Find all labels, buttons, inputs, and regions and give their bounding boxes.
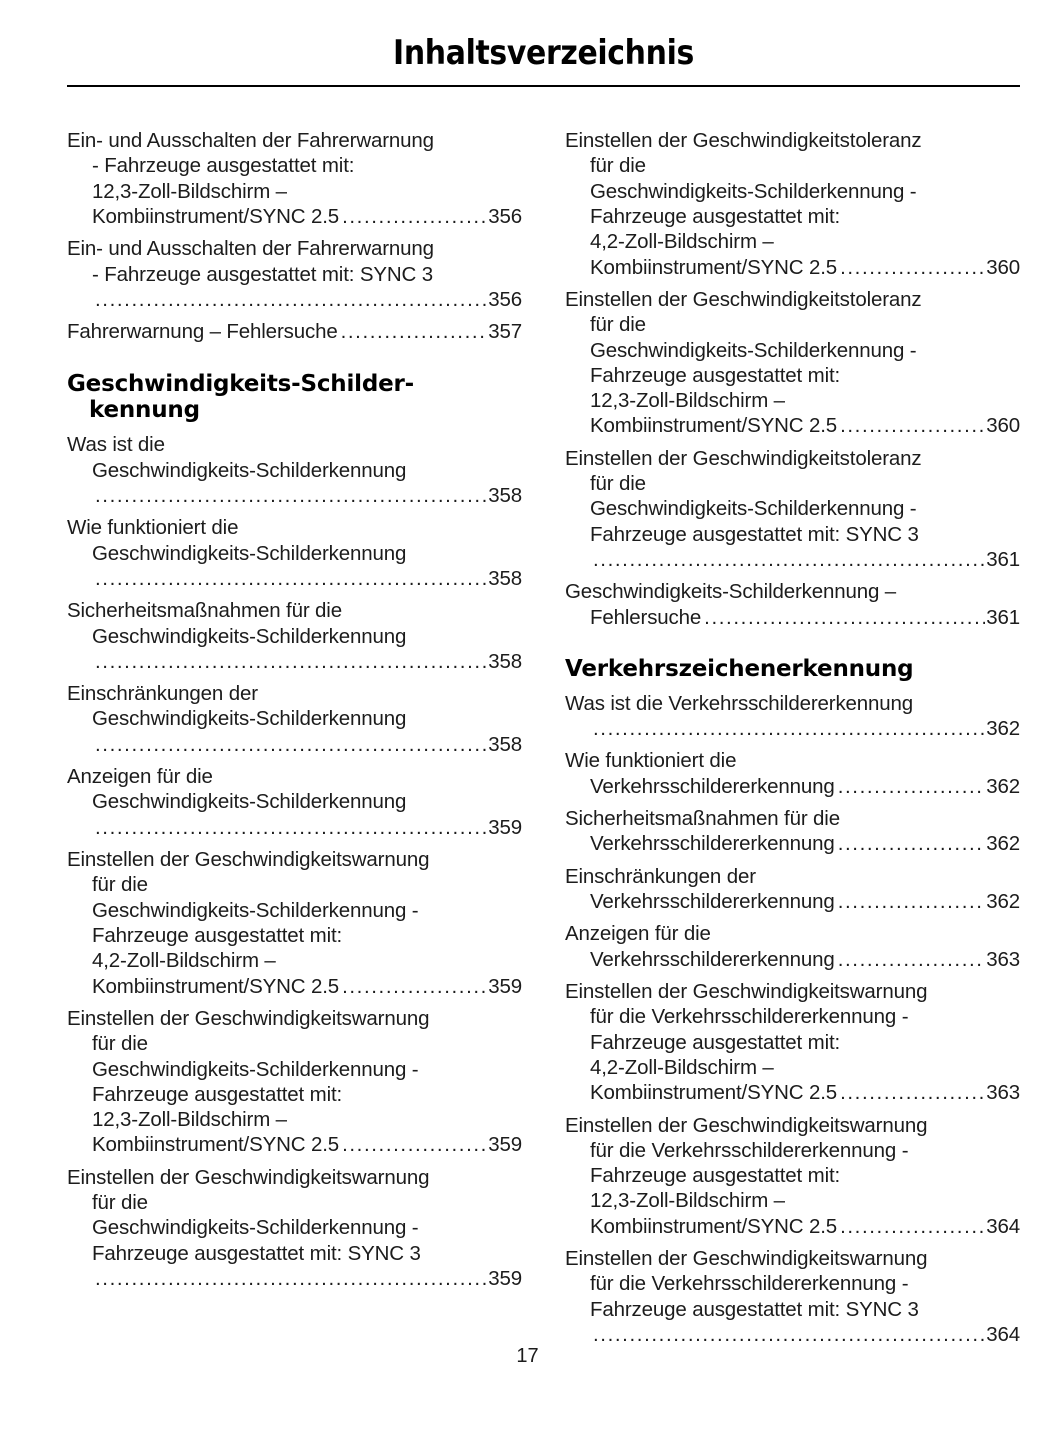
- toc-entry-line: Fahrzeuge ausgestattet mit:: [92, 923, 343, 947]
- toc-entry-label: Kombiinstrument/SYNC 2.5: [590, 1081, 838, 1105]
- toc-leader-line: [565, 605, 1020, 630]
- toc-columns: [67, 128, 1020, 1347]
- toc-entry-line: Fahrzeuge ausgestattet mit:: [590, 1030, 841, 1054]
- toc-page-number: 363: [986, 1081, 1020, 1105]
- toc-dot-leader: [593, 547, 985, 572]
- toc-dot-leader: [95, 287, 487, 312]
- toc-entry-line: Was ist die: [67, 433, 165, 457]
- toc-entry-line: Geschwindigkeits-Schilderkennung: [92, 707, 407, 731]
- toc-entry-line: für die: [92, 1032, 148, 1056]
- toc-dot-leader: [840, 255, 985, 280]
- toc-entry-label: Fehlersuche: [590, 605, 702, 629]
- toc-entry[interactable]: [565, 921, 1020, 972]
- toc-entry-line: für die Verkehrsschildererkennung -: [590, 1272, 909, 1296]
- toc-leader-line: [67, 483, 522, 508]
- toc-leader-line: [67, 1266, 522, 1291]
- toc-page-number: 358: [488, 483, 522, 507]
- toc-entry[interactable]: [67, 1006, 522, 1158]
- toc-dot-leader: [95, 649, 487, 674]
- toc-page-number: 360: [986, 414, 1020, 438]
- toc-dot-leader: [95, 1266, 487, 1291]
- toc-column-right: [565, 128, 1020, 1354]
- toc-page-number: 363: [986, 947, 1020, 971]
- toc-entry[interactable]: [565, 446, 1020, 573]
- toc-leader-line: [67, 319, 522, 344]
- toc-entry-line: Einstellen der Geschwindigkeitswarnung: [565, 1113, 928, 1137]
- section-heading-line: Geschwindigkeits-Schilder-: [67, 370, 414, 397]
- toc-entry-line: Fahrzeuge ausgestattet mit: SYNC 3: [590, 522, 919, 546]
- toc-entry-line: 12,3-Zoll-Bildschirm –: [92, 179, 287, 203]
- toc-leader-line: [67, 649, 522, 674]
- toc-page-number: 362: [986, 717, 1020, 741]
- section-heading-line: kennung: [89, 397, 200, 424]
- page-footer: [0, 1345, 1055, 1368]
- toc-entry-line: Einstellen der Geschwindigkeitswarnung: [67, 848, 430, 871]
- toc-entry[interactable]: [67, 598, 522, 674]
- toc-page-number: 362: [986, 832, 1020, 856]
- toc-entry[interactable]: [67, 847, 522, 999]
- toc-page-number: 359: [488, 815, 522, 839]
- toc-page-number: 360: [986, 255, 1020, 279]
- toc-dot-leader: [95, 815, 487, 840]
- toc-entry-line: Geschwindigkeits-Schilderkennung: [92, 541, 407, 565]
- toc-entry-line: 4,2-Zoll-Bildschirm –: [92, 949, 276, 973]
- toc-page-number: 361: [986, 548, 1020, 571]
- toc-page-number: 364: [986, 1214, 1020, 1238]
- toc-entry-line: Einstellen der Geschwindigkeitstoleranz: [565, 129, 922, 152]
- toc-leader-line: [565, 255, 1020, 280]
- toc-entry-line: Einstellen der Geschwindigkeitswarnung: [67, 1165, 430, 1189]
- toc-entry-line: Einstellen der Geschwindigkeitswarnung: [565, 979, 928, 1003]
- toc-entry[interactable]: [67, 681, 522, 757]
- toc-dot-leader: [341, 319, 488, 344]
- toc-entry-line: - Fahrzeuge ausgestattet mit: SYNC 3: [92, 262, 433, 286]
- toc-entry-line: Sicherheitsmaßnahmen für die: [565, 807, 840, 831]
- section-heading: [67, 371, 522, 425]
- toc-entry[interactable]: [565, 1246, 1020, 1347]
- toc-entry-line: Geschwindigkeits-Schilderkennung -: [590, 338, 917, 362]
- toc-entry-line: Einstellen der Geschwindigkeitswarnung: [67, 1006, 430, 1030]
- toc-entry-line: Geschwindigkeits-Schilderkennung -: [92, 1216, 419, 1240]
- toc-dot-leader: [95, 566, 487, 591]
- toc-leader-line: [565, 831, 1020, 856]
- toc-page-number: 358: [488, 732, 522, 756]
- toc-page-number: 358: [488, 649, 522, 673]
- toc-leader-line: [565, 547, 1020, 572]
- toc-entry-line: 12,3-Zoll-Bildschirm –: [590, 389, 785, 413]
- toc-dot-leader: [95, 732, 487, 757]
- toc-entry-line: Ein- und Ausschalten der Fahrerwarnung: [67, 129, 434, 152]
- toc-leader-line: [565, 889, 1020, 914]
- toc-entry[interactable]: [67, 432, 522, 508]
- toc-entry-line: Geschwindigkeits-Schilderkennung -: [92, 1057, 419, 1081]
- toc-dot-leader: [838, 947, 986, 972]
- toc-entry-line: 4,2-Zoll-Bildschirm –: [590, 1055, 774, 1079]
- toc-entry-label: Kombiinstrument/SYNC 2.5: [590, 414, 838, 438]
- toc-entry-label: Verkehrsschildererkennung: [590, 947, 835, 971]
- toc-leader-line: [67, 815, 522, 840]
- toc-page-number: 359: [488, 1267, 522, 1290]
- toc-page-number: 362: [986, 890, 1020, 914]
- toc-page-number: 359: [488, 1133, 522, 1157]
- toc-entry-line: Einschränkungen der: [67, 682, 258, 706]
- toc-dot-leader: [342, 1132, 487, 1157]
- toc-entry-line: Wie funktioniert die: [67, 516, 239, 540]
- toc-entry[interactable]: [67, 764, 522, 840]
- toc-entry-label: Verkehrsschildererkennung: [590, 890, 835, 914]
- toc-dot-leader: [342, 204, 487, 229]
- toc-entry-line: Fahrzeuge ausgestattet mit:: [590, 363, 841, 387]
- toc-entry-line: Fahrzeuge ausgestattet mit:: [92, 1082, 343, 1106]
- toc-entry-line: für die Verkehrsschildererkennung -: [590, 1138, 909, 1162]
- toc-page-number: 357: [488, 320, 522, 344]
- toc-entry-label: Kombiinstrument/SYNC 2.5: [92, 204, 340, 228]
- toc-entry-label: Kombiinstrument/SYNC 2.5: [590, 1214, 838, 1238]
- toc-dot-leader: [838, 774, 986, 799]
- toc-entry-line: für die: [590, 472, 646, 496]
- toc-leader-line: [67, 732, 522, 757]
- toc-dot-leader: [840, 1080, 985, 1105]
- header-divider: [67, 85, 1020, 87]
- toc-entry-label: Verkehrsschildererkennung: [590, 832, 835, 856]
- toc-page-number: 356: [488, 287, 522, 311]
- toc-page-number: 358: [488, 566, 522, 590]
- toc-dot-leader: [838, 889, 986, 914]
- toc-dot-leader: [704, 605, 985, 630]
- toc-leader-line: [565, 1080, 1020, 1105]
- toc-entry[interactable]: [565, 806, 1020, 857]
- toc-entry-line: Geschwindigkeits-Schilderkennung -: [92, 898, 419, 922]
- toc-page-number: 364: [986, 1323, 1020, 1347]
- toc-leader-line: [565, 716, 1020, 741]
- toc-entry-line: Was ist die Verkehrsschildererkennung: [565, 691, 914, 715]
- toc-page-number: 356: [488, 204, 522, 228]
- toc-dot-leader: [593, 716, 985, 741]
- toc-entry[interactable]: [67, 128, 522, 229]
- toc-entry-line: Fahrzeuge ausgestattet mit: SYNC 3: [590, 1297, 919, 1321]
- toc-entry-line: Sicherheitsmaßnahmen für die: [67, 599, 342, 623]
- toc-entry-label: Kombiinstrument/SYNC 2.5: [590, 255, 838, 279]
- toc-entry-line: Geschwindigkeits-Schilderkennung: [92, 790, 407, 814]
- toc-page-number: 361: [986, 605, 1020, 629]
- toc-entry-line: für die: [590, 313, 646, 337]
- toc-entry-label: Kombiinstrument/SYNC 2.5: [92, 974, 340, 998]
- toc-entry-label: Fahrerwarnung – Fehlersuche: [67, 320, 338, 344]
- toc-entry[interactable]: [565, 691, 1020, 742]
- toc-entry[interactable]: [565, 979, 1020, 1106]
- toc-entry-line: Einstellen der Geschwindigkeitswarnung: [565, 1247, 928, 1271]
- toc-entry[interactable]: [565, 128, 1020, 280]
- toc-entry-line: 12,3-Zoll-Bildschirm –: [92, 1108, 287, 1132]
- toc-entry-line: Einschränkungen der: [565, 864, 756, 888]
- toc-dot-leader: [95, 483, 487, 508]
- toc-entry-line: Fahrzeuge ausgestattet mit:: [590, 1164, 841, 1188]
- toc-entry-line: Geschwindigkeits-Schilderkennung: [92, 458, 407, 482]
- toc-entry-line: Anzeigen für die: [565, 922, 711, 946]
- toc-entry[interactable]: [565, 748, 1020, 799]
- toc-entry[interactable]: [67, 236, 522, 312]
- page-title: Inhaltsverzeichnis: [393, 33, 694, 73]
- toc-entry-line: Geschwindigkeits-Schilderkennung -: [590, 497, 917, 521]
- toc-leader-line: [67, 204, 522, 229]
- toc-entry-line: Geschwindigkeits-Schilderkennung –: [565, 580, 897, 604]
- toc-entry-line: Geschwindigkeits-Schilderkennung: [92, 624, 407, 648]
- toc-entry[interactable]: [67, 1165, 522, 1292]
- toc-entry-label: Kombiinstrument/SYNC 2.5: [92, 1133, 340, 1157]
- toc-entry-line: Anzeigen für die: [67, 765, 213, 789]
- toc-entry-line: Wie funktioniert die: [565, 749, 737, 773]
- toc-leader-line: [67, 1132, 522, 1157]
- toc-page-number: 359: [488, 974, 522, 998]
- toc-entry-line: Einstellen der Geschwindigkeitstoleranz: [565, 287, 922, 311]
- toc-entry-label: Verkehrsschildererkennung: [590, 774, 835, 798]
- toc-leader-line: [565, 1214, 1020, 1239]
- toc-dot-leader: [593, 1322, 985, 1347]
- toc-page-number: 362: [986, 774, 1020, 798]
- toc-entry[interactable]: [565, 287, 1020, 439]
- toc-entry[interactable]: [565, 1113, 1020, 1240]
- page-header: [67, 33, 1020, 73]
- toc-entry-line: - Fahrzeuge ausgestattet mit:: [92, 154, 355, 178]
- toc-entry-line: für die: [92, 1191, 148, 1215]
- toc-dot-leader: [342, 974, 487, 999]
- toc-entry-line: Einstellen der Geschwindigkeitstoleranz: [565, 446, 922, 470]
- toc-leader-line: [565, 413, 1020, 438]
- toc-entry-line: 4,2-Zoll-Bildschirm –: [590, 230, 774, 254]
- toc-entry[interactable]: [565, 864, 1020, 915]
- toc-entry-line: für die Verkehrsschildererkennung -: [590, 1005, 909, 1029]
- toc-dot-leader: [838, 831, 986, 856]
- toc-entry[interactable]: [67, 319, 522, 344]
- toc-leader-line: [565, 1322, 1020, 1347]
- toc-dot-leader: [840, 1214, 985, 1239]
- page-number: 17: [516, 1345, 539, 1367]
- toc-entry[interactable]: [565, 579, 1020, 630]
- toc-entry-line: Ein- und Ausschalten der Fahrerwarnung: [67, 237, 434, 261]
- toc-entry-line: Fahrzeuge ausgestattet mit:: [590, 204, 841, 228]
- toc-entry-line: 12,3-Zoll-Bildschirm –: [590, 1189, 785, 1213]
- toc-leader-line: [67, 287, 522, 312]
- toc-leader-line: [565, 774, 1020, 799]
- toc-column-left: [67, 128, 522, 1298]
- toc-entry-line: Geschwindigkeits-Schilderkennung -: [590, 179, 917, 203]
- toc-leader-line: [67, 566, 522, 591]
- toc-leader-line: [565, 947, 1020, 972]
- section-heading: Verkehrszeichenerkennung: [565, 655, 914, 682]
- toc-entry-line: für die: [92, 873, 148, 897]
- toc-leader-line: [67, 974, 522, 999]
- toc-entry[interactable]: [67, 515, 522, 591]
- toc-entry-line: für die: [590, 154, 646, 178]
- toc-entry-line: Fahrzeuge ausgestattet mit: SYNC 3: [92, 1241, 421, 1265]
- toc-dot-leader: [840, 413, 985, 438]
